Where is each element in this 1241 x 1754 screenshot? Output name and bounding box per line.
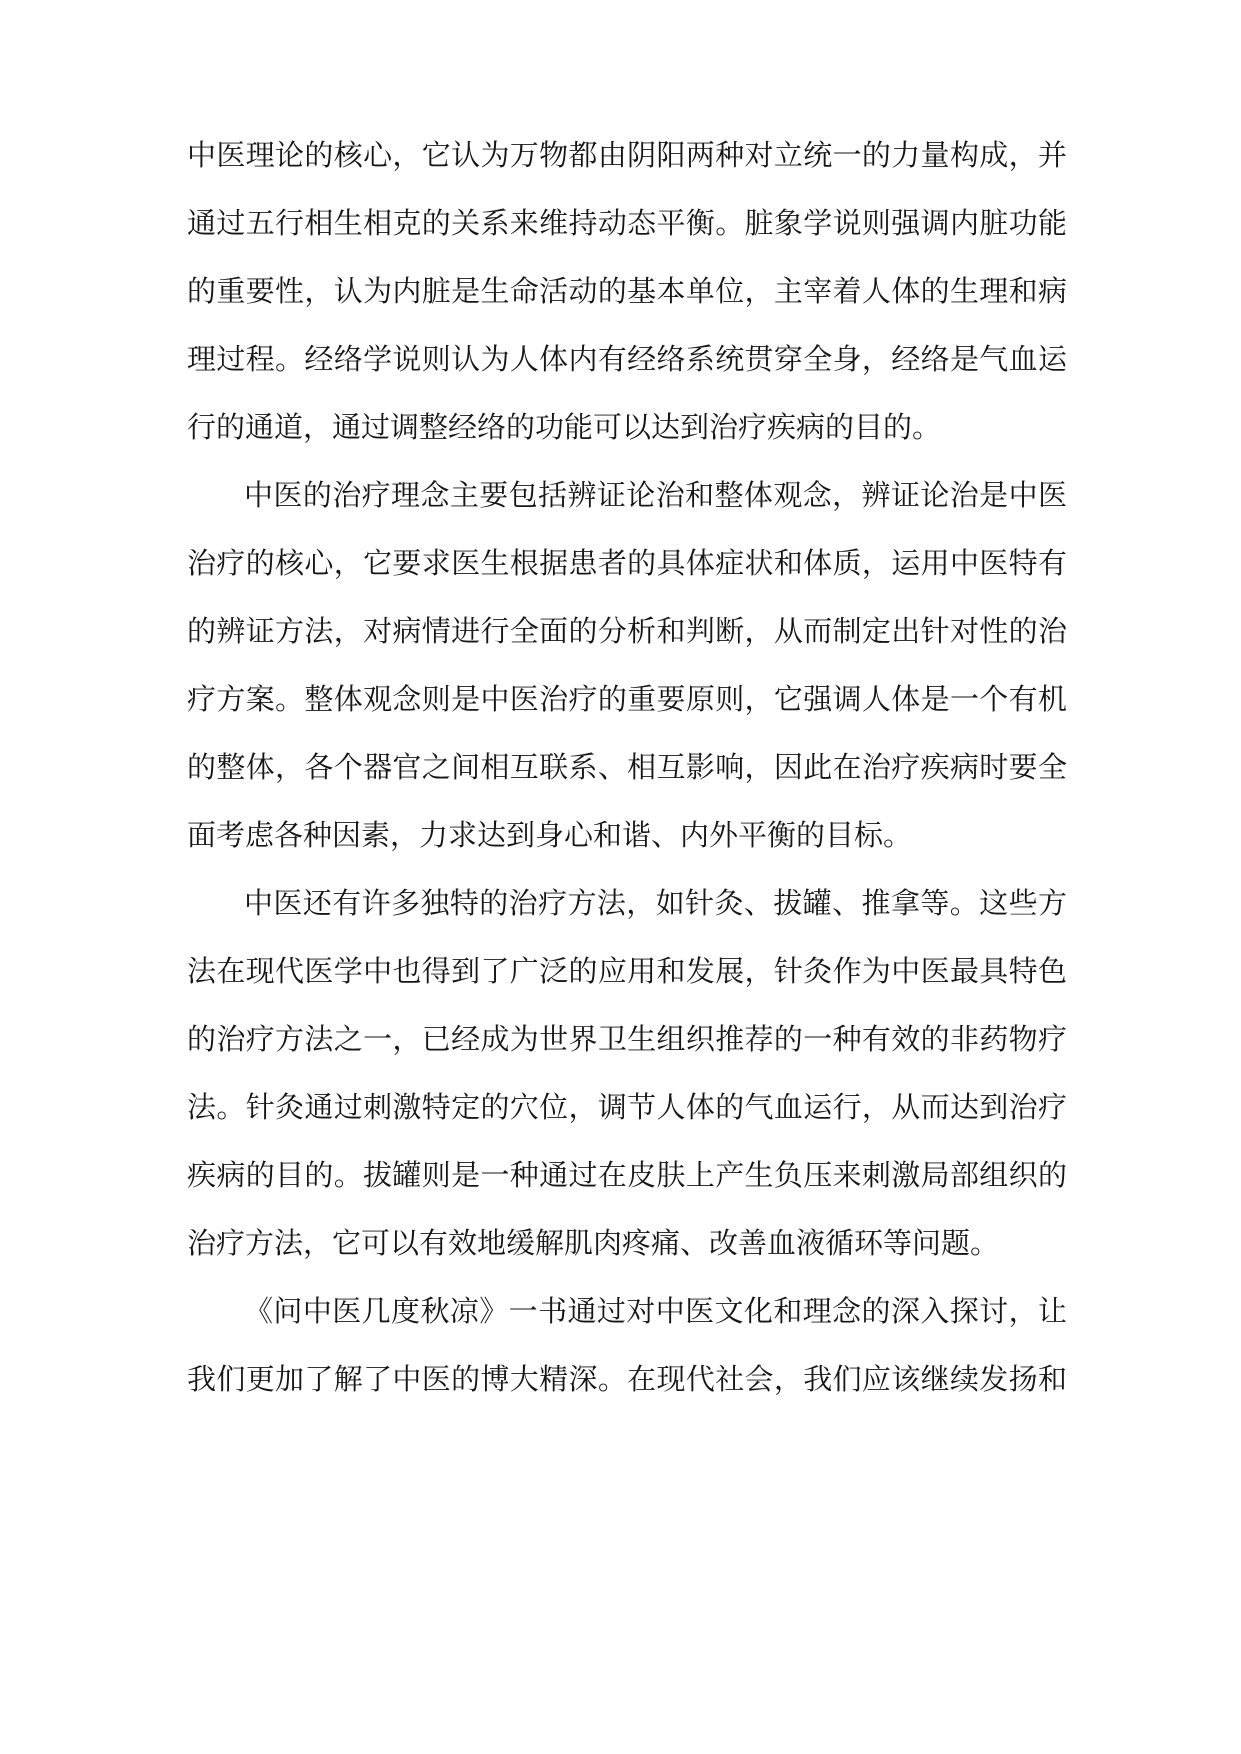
paragraph-2-line-2: 治疗的核心，它要求医生根据患者的具体症状和体质，运用中医特有 bbox=[187, 546, 1067, 580]
paragraph-1-line-3: 的重要性，认为内脏是生命活动的基本单位，主宰着人体的生理和病 bbox=[187, 274, 1067, 308]
paragraph-1-line-2: 通过五行相生相克的关系来维持动态平衡。脏象学说则强调内脏功能 bbox=[187, 206, 1067, 240]
paragraph-2-line-3: 的辨证方法，对病情进行全面的分析和判断，从而制定出针对性的治 bbox=[187, 614, 1067, 648]
paragraph-1-line-4: 理过程。经络学说则认为人体内有经络系统贯穿全身，经络是气血运 bbox=[187, 342, 1067, 376]
paragraph-4-line-2: 我们更加了解了中医的博大精深。在现代社会，我们应该继续发扬和 bbox=[187, 1362, 1067, 1396]
paragraph-3-line-4: 法。针灸通过刺激特定的穴位，调节人体的气血运行，从而达到治疗 bbox=[187, 1090, 1067, 1124]
paragraph-3-line-1: 中医还有许多独特的治疗方法，如针灸、拔罐、推拿等。这些方 bbox=[244, 886, 1067, 920]
paragraph-3-line-6: 治疗方法，它可以有效地缓解肌肉疼痛、改善血液循环等问题。 bbox=[187, 1226, 1000, 1260]
paragraph-1-line-1: 中医理论的核心，它认为万物都由阴阳两种对立统一的力量构成，并 bbox=[187, 138, 1067, 172]
paragraph-2-line-6: 面考虑各种因素，力求达到身心和谐、内外平衡的目标。 bbox=[187, 818, 913, 852]
paragraph-1-line-5: 行的通道，通过调整经络的功能可以达到治疗疾病的目的。 bbox=[187, 410, 942, 444]
paragraph-2-line-4: 疗方案。整体观念则是中医治疗的重要原则，它强调人体是一个有机 bbox=[187, 682, 1067, 716]
paragraph-4-line-1: 《问中医几度秋凉》一书通过对中医文化和理念的深入探讨，让 bbox=[244, 1294, 1067, 1328]
paragraph-3-line-5: 疾病的目的。拔罐则是一种通过在皮肤上产生负压来刺激局部组织的 bbox=[187, 1158, 1067, 1192]
paragraph-3-line-3: 的治疗方法之一，已经成为世界卫生组织推荐的一种有效的非药物疗 bbox=[187, 1022, 1067, 1056]
paragraph-3-line-2: 法在现代医学中也得到了广泛的应用和发展，针灸作为中医最具特色 bbox=[187, 954, 1067, 988]
paragraph-2-line-5: 的整体，各个器官之间相互联系、相互影响，因此在治疗疾病时要全 bbox=[187, 750, 1067, 784]
paragraph-2-line-1: 中医的治疗理念主要包括辨证论治和整体观念，辨证论治是中医 bbox=[244, 478, 1067, 512]
